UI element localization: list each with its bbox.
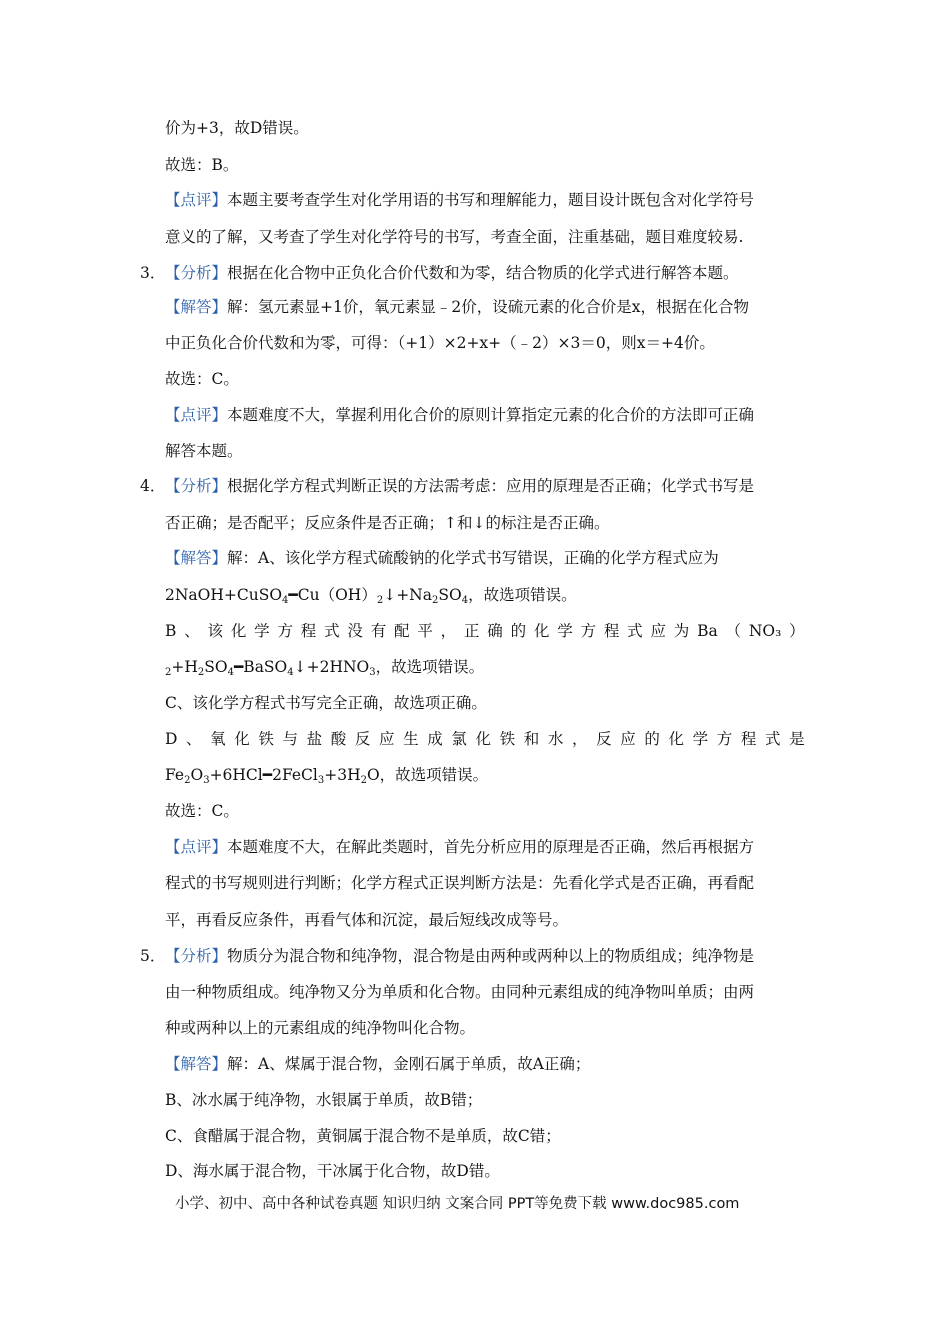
text-line: 种或两种以上的元素组成的纯净物叫化合物。 xyxy=(165,1019,476,1037)
text-line: 解答本题。 xyxy=(165,442,243,460)
justified-char: 化 xyxy=(230,622,247,640)
justified-char: 程 xyxy=(603,622,620,640)
equation-line: $Fe_2O_3+6HCl━2FeCl_3+3H_2O$，故选项错误。 xyxy=(165,766,489,786)
analysis-tag: 【分析】 xyxy=(165,264,228,282)
justified-char: NO₃ xyxy=(748,622,782,640)
text-line: 【解答】解：A、煤属于混合物，金刚石属于单质，故A正确； xyxy=(165,1055,591,1073)
justified-char: 该 xyxy=(207,622,224,640)
justified-char: 确 xyxy=(487,622,503,640)
justified-char: B xyxy=(165,622,177,640)
justified-char: 方 xyxy=(580,622,597,640)
justified-char: Ba xyxy=(697,622,718,640)
text-line: 【点评】本题难度不大，掌握利用化合价的原则计算指定元素的化合价的方法即可正确 xyxy=(165,406,755,424)
justified-line xyxy=(165,729,805,749)
justified-char: 、 xyxy=(184,622,200,640)
justified-char: 正 xyxy=(463,622,480,640)
justified-char: 生 xyxy=(403,730,419,748)
justified-char: 氯 xyxy=(451,730,467,748)
equation-line: $_2+H_2SO_4━BaSO_4↓+2HNO_3$，故选项错误。 xyxy=(165,658,485,678)
text-line: 【点评】本题难度不大，在解此类题时，首先分析应用的原理是否正确，然后再根据方 xyxy=(165,838,755,856)
justified-char: 平 xyxy=(417,622,433,640)
justified-char: 反 xyxy=(354,730,371,748)
justified-char: 式 xyxy=(324,622,340,640)
text-line: D、海水属于混合物，干冰属于化合物，故D错。 xyxy=(165,1162,500,1180)
analysis-tag: 【分析】 xyxy=(165,947,228,965)
justified-char: ） xyxy=(789,622,805,640)
justified-char: 式 xyxy=(765,730,781,748)
equation-line: $2NaOH+CuSO_4━Cu(OH)_2↓+Na_2SO_4$，故选项错误。 xyxy=(165,586,577,606)
text-line: C、食醋属于混合物，黄铜属于混合物不是单质，故C错； xyxy=(165,1127,561,1145)
justified-char: 是 xyxy=(789,730,805,748)
justified-char: 有 xyxy=(370,622,387,640)
answer-tag: 【解答】 xyxy=(165,549,228,567)
justified-char: 没 xyxy=(347,622,363,640)
justified-char: 的 xyxy=(510,622,527,640)
text-line: 故选：C。 xyxy=(165,370,239,388)
justified-line xyxy=(165,621,805,641)
justified-char: 程 xyxy=(740,730,757,748)
text-line: 否正确；是否配平；反应条件是否正确；↑和↓的标注是否正确。 xyxy=(165,514,610,532)
justified-char: 学 xyxy=(254,622,270,640)
text-line: 【分析】根据化学方程式判断正误的方法需考虑：应用的原理是否正确；化学式书写是 xyxy=(165,477,755,495)
text-line: 平，再看反应条件，再看气体和沉淀，最后短线改成等号。 xyxy=(165,911,569,929)
text-line: 价为+3，故D错误。 xyxy=(165,119,309,137)
justified-char: 化 xyxy=(668,730,685,748)
text-line: 故选：B。 xyxy=(165,156,239,174)
justified-char: 化 xyxy=(234,730,250,748)
justified-char: 和 xyxy=(523,730,540,748)
justified-char: 程 xyxy=(300,622,317,640)
text-line: B、冰水属于纯净物，水银属于单质，故B错； xyxy=(165,1091,483,1109)
justified-char: 方 xyxy=(716,730,733,748)
justified-char: ， xyxy=(572,730,588,748)
justified-char: （ xyxy=(725,622,742,640)
text-line: 意义的了解，又考查了学生对化学符号的书写，考查全面，注重基础，题目难度较易. xyxy=(165,228,744,246)
justified-char: 与 xyxy=(282,730,299,748)
justified-char: 铁 xyxy=(258,730,274,748)
justified-char: 酸 xyxy=(330,730,347,748)
text-line: C、该化学方程式书写完全正确，故选项正确。 xyxy=(165,694,487,712)
justified-char: 化 xyxy=(475,730,492,748)
justified-char: 氧 xyxy=(210,730,226,748)
justified-char: 方 xyxy=(277,622,293,640)
comment-tag: 【点评】 xyxy=(165,406,228,424)
justified-char: 应 xyxy=(620,730,636,748)
justified-char: 学 xyxy=(557,622,573,640)
text-line: 【解答】解：A、该化学方程式硫酸钠的化学式书写错误，正确的化学方程式应为 xyxy=(165,549,719,567)
comment-tag: 【点评】 xyxy=(165,191,228,209)
question-number: 3． xyxy=(140,264,166,282)
justified-char: 应 xyxy=(379,730,395,748)
justified-char: 为 xyxy=(673,622,690,640)
justified-char: 配 xyxy=(394,622,410,640)
text-line: 中正负化合价代数和为零，可得：（+1）×2+x+（﹣2）×3＝0，则x＝+4价。 xyxy=(165,334,715,352)
question-number: 5． xyxy=(140,947,166,965)
text-line: 【分析】根据在化合物中正负化合价代数和为零，结合物质的化学式进行解答本题。 xyxy=(165,264,739,282)
text-line: 由一种物质组成。纯净物又分为单质和化合物。由同种元素组成的纯净物叫单质；由两 xyxy=(165,983,755,1001)
question-number: 4． xyxy=(140,477,166,495)
analysis-tag: 【分析】 xyxy=(165,477,228,495)
text-line: 【点评】本题主要考查学生对化学用语的书写和理解能力，题目设计既包含对化学符号 xyxy=(165,191,755,209)
justified-char: 铁 xyxy=(499,730,516,748)
justified-char: 化 xyxy=(533,622,550,640)
page-footer: 小学、初中、高中各种试卷真题 知识归纳 文案合同 PPT等免费下载 www.doc985.com xyxy=(175,1196,740,1212)
text-line: 【分析】物质分为混合物和纯净物，混合物是由两种或两种以上的物质组成；纯净物是 xyxy=(165,947,755,965)
comment-tag: 【点评】 xyxy=(165,838,228,856)
text-line: 【解答】解：氢元素显+1价，氧元素显﹣2价，设硫元素的化合价是x，根据在化合物 xyxy=(165,298,749,316)
answer-tag: 【解答】 xyxy=(165,298,228,316)
answer-tag: 【解答】 xyxy=(165,1055,228,1073)
justified-char: 应 xyxy=(650,622,666,640)
justified-char: 学 xyxy=(692,730,709,748)
text-line: 程式的书写规则进行判断；化学方程式正误判断方法是：先看化学式是否正确，再看配 xyxy=(165,874,755,892)
justified-char: ， xyxy=(440,622,457,640)
justified-char: 反 xyxy=(596,730,612,748)
justified-char: D xyxy=(165,730,178,748)
text-line: 故选：C。 xyxy=(165,802,239,820)
justified-char: 成 xyxy=(427,730,443,748)
justified-char: 盐 xyxy=(306,730,323,748)
justified-char: 、 xyxy=(186,730,202,748)
justified-char: 式 xyxy=(627,622,643,640)
justified-char: 的 xyxy=(644,730,660,748)
justified-char: 水 xyxy=(547,730,564,748)
